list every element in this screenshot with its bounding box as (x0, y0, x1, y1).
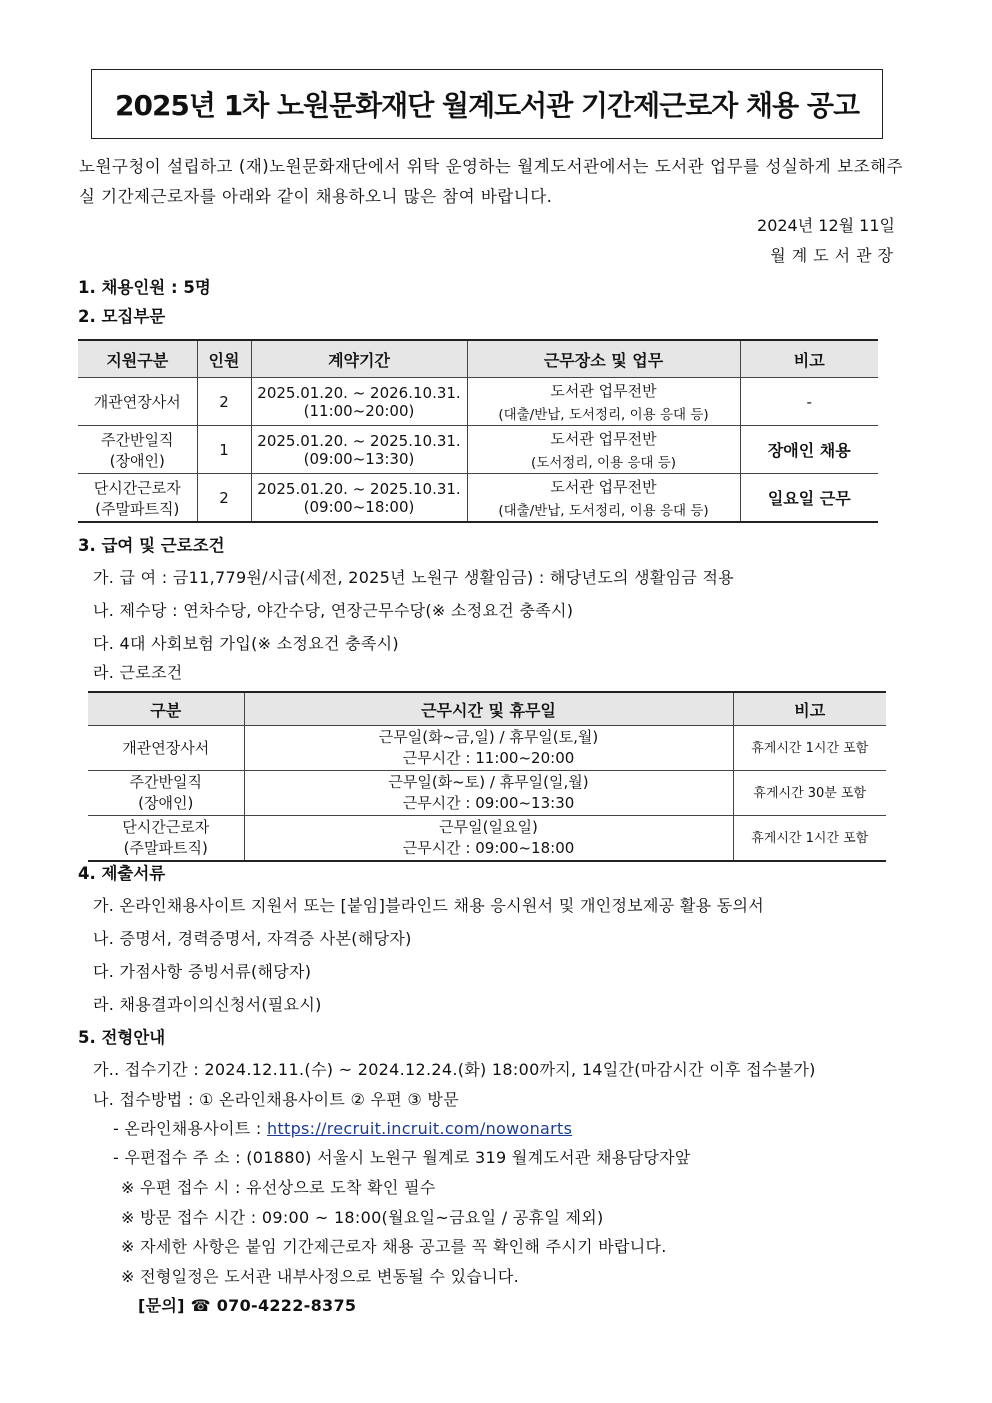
table-header: 계약기간 (251, 340, 467, 378)
section-3-heading: 3. 급여 및 근로조건 (78, 536, 225, 555)
title-box (91, 69, 883, 139)
note-line: ※ 전형일정은 도서관 내부사정으로 변동될 수 있습니다. (121, 1267, 520, 1286)
table-header-row (88, 692, 886, 726)
headcount: 1 (197, 426, 251, 474)
note: 휴게시간 1시간 포함 (733, 726, 886, 771)
recruitment-table (78, 339, 878, 523)
document-item: 가. 온라인채용사이트 지원서 또는 [붙임]블라인드 채용 응시원서 및 개인정보제공 활용 동의서 (93, 896, 765, 915)
table-row (78, 426, 878, 474)
note: 휴게시간 30분 포함 (733, 771, 886, 816)
online-site-label: - 온라인채용사이트 : (113, 1119, 267, 1138)
table-header: 인원 (197, 340, 251, 378)
duty: 도서관 업무전반 (대출/반납, 도서정리, 이용 응대 등) (467, 378, 740, 426)
note: 장애인 채용 (740, 426, 878, 474)
note-line: ※ 방문 접수 시간 : 09:00 ~ 18:00(월요일~금요일 / 공휴일 제외) (121, 1208, 604, 1227)
work-schedule: 근무일(화~토) / 휴무일(일,월) 근무시간 : 09:00~13:30 (244, 771, 733, 816)
postal-address: - 우편접수 주 소 : (01880) 서울시 노원구 월계로 319 월계도서관 채용담당자앞 (113, 1148, 691, 1167)
work-conditions-line: 라. 근로조건 (93, 663, 183, 682)
table-header: 지원구분 (78, 340, 197, 378)
application-period: 가.. 접수기간 : 2024.12.11.(수) ~ 2024.12.24.(화) 18:00까지, 14일간(마감시간 이후 접수불가) (93, 1060, 816, 1079)
section-4-heading: 4. 제출서류 (78, 864, 166, 883)
work-schedule: 근무일(화~금,일) / 휴무일(토,월) 근무시간 : 11:00~20:00 (244, 726, 733, 771)
work-schedule: 근무일(일요일) 근무시간 : 09:00~18:00 (244, 816, 733, 862)
application-method: 나. 접수방법 : ① 온라인채용사이트 ② 우편 ③ 방문 (93, 1090, 459, 1109)
signer: 월계도서관장 (770, 246, 899, 265)
note: 휴게시간 1시간 포함 (733, 816, 886, 862)
table-row (88, 816, 886, 862)
table-header: 비고 (740, 340, 878, 378)
position-type: 단시간근로자 (주말파트직) (78, 474, 197, 523)
allowance-line: 나. 제수당 : 연차수당, 야간수당, 연장근무수당(※ 소정요건 충족시) (93, 601, 574, 620)
note-line: ※ 우편 접수 시 : 유선상으로 도착 확인 필수 (121, 1178, 436, 1197)
note: 일요일 근무 (740, 474, 878, 523)
note-line: ※ 자세한 사항은 붙임 기간제근로자 채용 공고를 꼭 확인해 주시기 바랍니다. (121, 1237, 667, 1256)
position-type: 단시간근로자 (주말파트직) (88, 816, 244, 862)
table-row (88, 771, 886, 816)
position-type: 개관연장사서 (78, 378, 197, 426)
table-header: 근무장소 및 업무 (467, 340, 740, 378)
duty: 도서관 업무전반 (도서정리, 이용 응대 등) (467, 426, 740, 474)
position-type: 주간반일직 (장애인) (78, 426, 197, 474)
duty: 도서관 업무전반 (대출/반납, 도서정리, 이용 응대 등) (467, 474, 740, 523)
document-item: 라. 채용결과이의신청서(필요시) (93, 995, 322, 1014)
insurance-line: 다. 4대 사회보험 가입(※ 소정요건 충족시) (93, 634, 399, 653)
table-header: 구분 (88, 692, 244, 726)
table-row (88, 726, 886, 771)
contract-period: 2025.01.20. ~ 2026.10.31. (11:00~20:00) (251, 378, 467, 426)
page-title: 2025년 1차 노원문화재단 월계도서관 기간제근로자 채용 공고 (114, 89, 859, 122)
table-row (78, 378, 878, 426)
section-2-heading: 2. 모집부문 (78, 307, 166, 326)
document-item: 다. 가점사항 증빙서류(해당자) (93, 962, 312, 981)
position-type: 개관연장사서 (88, 726, 244, 771)
contract-period: 2025.01.20. ~ 2025.10.31. (09:00~18:00) (251, 474, 467, 523)
note: - (740, 378, 878, 426)
work-conditions-table (88, 691, 886, 862)
table-row (78, 474, 878, 523)
section-5-heading: 5. 전형안내 (78, 1028, 166, 1047)
table-header-row (78, 340, 878, 378)
contract-period: 2025.01.20. ~ 2025.10.31. (09:00~13:30) (251, 426, 467, 474)
announcement-date: 2024년 12월 11일 (757, 216, 895, 235)
section-1-heading: 1. 채용인원 : 5명 (78, 278, 211, 297)
position-type: 주간반일직 (장애인) (88, 771, 244, 816)
headcount: 2 (197, 474, 251, 523)
table-header: 비고 (733, 692, 886, 726)
contact-info: [문의] ☎ 070-4222-8375 (138, 1296, 357, 1315)
intro-paragraph: 노원구청이 설립하고 (재)노원문화재단에서 위탁 운영하는 월계도서관에서는 도서관 업무를 성실하게 보조해주실 기간제근로자를 아래와 같이 채용하오니 많은 참여 바랍니다. (79, 157, 903, 206)
recruit-site-link[interactable]: https://recruit.incruit.com/nowonarts (266, 1119, 573, 1138)
headcount: 2 (197, 378, 251, 426)
table-header: 근무시간 및 휴무일 (244, 692, 733, 726)
online-site-line (113, 1116, 572, 1139)
salary-line: 가. 급 여 : 금11,779원/시급(세전, 2025년 노원구 생활임금) : 해당년도의 생활임금 적용 (93, 568, 735, 587)
document-item: 나. 증명서, 경력증명서, 자격증 사본(해당자) (93, 929, 412, 948)
